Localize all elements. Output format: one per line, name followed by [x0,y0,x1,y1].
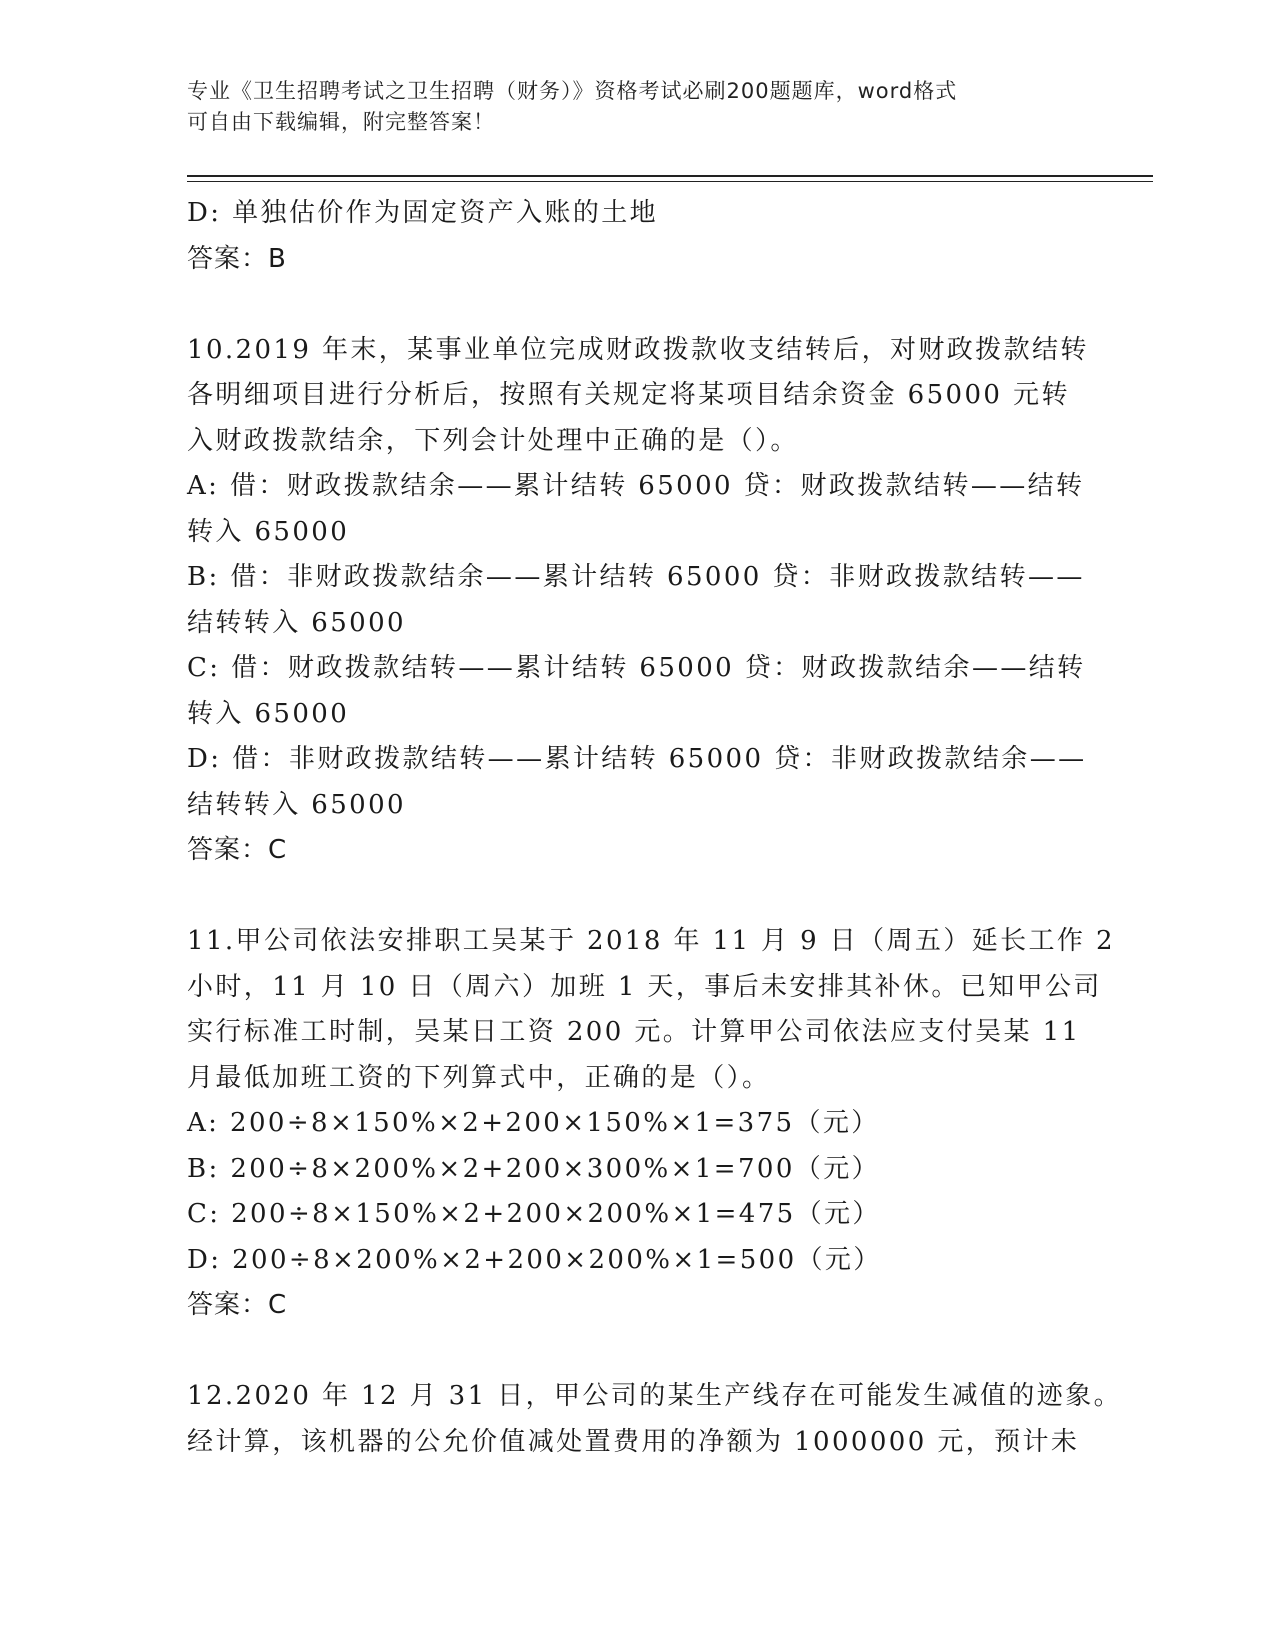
option-d-continued: 结转转入 65000 [187,789,406,820]
header-divider-thick [187,175,1153,177]
option-d: D: 单独估价作为固定资产入账的土地 [187,198,659,228]
option-c: C: 200÷8×150%×2+200×200%×1=475（元） [187,1199,881,1229]
question-stem-line: 经计算，该机器的公允价值减处置费用的净额为 1000000 元，预计未 [187,1426,1080,1457]
header-divider-thin [187,181,1153,182]
option-b-continued: 结转转入 65000 [187,607,406,638]
option-a-continued: 转入 65000 [187,516,350,547]
option-a: A: 借：财政拨款结余——累计结转 65000 贷：财政拨款结转——结转 [187,471,1085,501]
question-12 [187,1374,1123,1465]
document-header [187,76,1067,138]
option-d: D: 借：非财政拨款结转——累计结转 65000 贷：非财政拨款结余—— [187,744,1087,774]
question-10 [187,328,1087,874]
spacer [187,282,1087,328]
question-stem-line: 月最低加班工资的下列算式中，正确的是（）。 [187,1062,771,1093]
header-title-line-1: 专业《卫生招聘考试之卫生招聘（财务）》资格考试必刷200题题库，word格式 [187,79,958,103]
question-stem-line: 12.2020 年 12 月 31 日，甲公司的某生产线存在可能发生减值的迹象。 [187,1381,1123,1411]
option-c: C: 借：财政拨款结转——累计结转 65000 贷：财政拨款结余——结转 [187,653,1086,683]
option-b: B: 借：非财政拨款结余——累计结转 65000 贷：非财政拨款结转—— [187,562,1085,592]
question-11 [187,919,1115,1329]
answer-line: 答案：C [187,1290,288,1320]
question-stem-line: 10.2019 年末，某事业单位完成财政拨款收支结转后，对财政拨款结转 [187,334,1089,365]
question-stem-line: 11.甲公司依法安排职工吴某于 2018 年 11 月 9 日（周五）延长工作 2 [187,926,1115,956]
option-b: B: 200÷8×200%×2+200×300%×1=700（元） [187,1153,880,1184]
spacer [187,1329,1087,1375]
option-a: A: 200÷8×150%×2+200×150%×1=375（元） [187,1108,880,1138]
question-stem-line: 各明细项目进行分析后，按照有关规定将某项目结余资金 65000 元转 [187,380,1070,410]
option-c-continued: 转入 65000 [187,698,350,729]
header-title-line-2: 可自由下载编辑，附完整答案！ [187,110,495,134]
question-stem-line: 实行标准工时制，吴某日工资 200 元。计算甲公司依法应支付吴某 11 [187,1017,1081,1047]
answer-line: 答案：C [187,835,288,865]
answer-line: 答案：B [187,243,287,274]
question-9-tail [187,191,1087,282]
question-stem-line: 小时，11 月 10 日（周六）加班 1 天，事后未安排其补休。已知甲公司 [187,971,1102,1002]
option-d: D: 200÷8×200%×2+200×200%×1=500（元） [187,1244,882,1275]
spacer [187,874,1087,920]
question-stem-line: 入财政拨款结余，下列会计处理中正确的是（）。 [187,425,799,456]
document-body [187,191,1123,1465]
